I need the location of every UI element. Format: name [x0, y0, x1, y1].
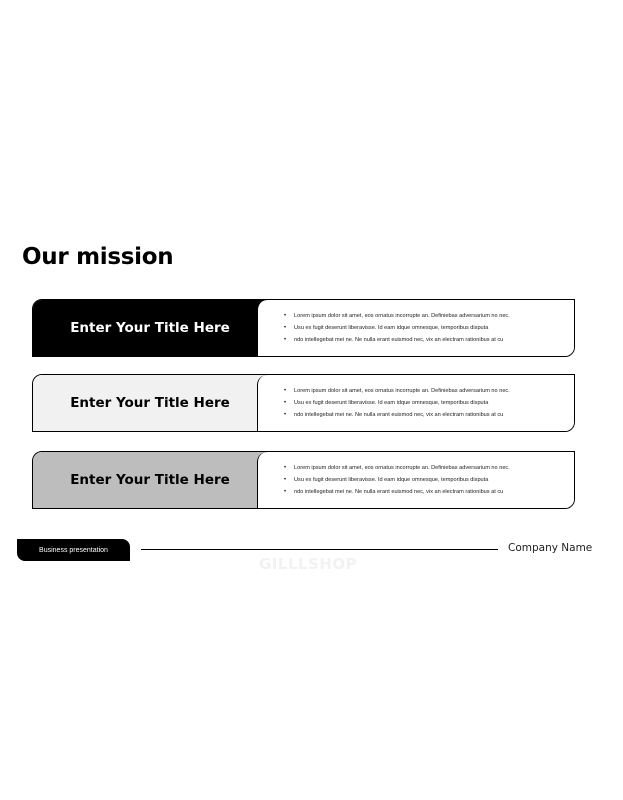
bullet-item: • Usu ex fugit deserunt liberavisse. Id eam idque omnesque, temporibus disputa [294, 397, 574, 409]
footer-divider [141, 549, 498, 550]
card-body [257, 300, 574, 356]
card-body [257, 452, 574, 508]
mission-card-3 [32, 451, 575, 509]
watermark-text: GILLLSHOP [259, 555, 358, 573]
bullet-item: • ndo intellegebat mei ne. Ne nulla erant euismod nec, vix an electram rationibus at cu [294, 334, 574, 346]
mission-card-1 [32, 299, 575, 357]
bullet-item: • Usu ex fugit deserunt liberavisse. Id eam idque omnesque, temporibus disputa [294, 474, 574, 486]
card-title: Enter Your Title Here [33, 452, 267, 508]
bullet-item: • Lorem ipsum dolor sit amet, eos ornatus incorrupte an. Definiebas adversarium no nec. [294, 462, 574, 474]
bullet-list [294, 385, 574, 421]
mission-card-2 [32, 374, 575, 432]
page-title: Our mission [22, 244, 174, 270]
company-name: Company Name [508, 542, 593, 554]
card-title: Enter Your Title Here [33, 375, 267, 431]
footer-badge [17, 539, 130, 561]
bullet-item: • Lorem ipsum dolor sit amet, eos ornatus incorrupte an. Definiebas adversarium no nec. [294, 310, 574, 322]
bullet-item: • ndo intellegebat mei ne. Ne nulla erant euismod nec, vix an electram rationibus at cu [294, 409, 574, 421]
bullet-list [294, 310, 574, 346]
bullet-list [294, 462, 574, 498]
card-body [257, 375, 574, 431]
bullet-item: • ndo intellegebat mei ne. Ne nulla erant euismod nec, vix an electram rationibus at cu [294, 486, 574, 498]
bullet-item: • Lorem ipsum dolor sit amet, eos ornatus incorrupte an. Definiebas adversarium no nec. [294, 385, 574, 397]
footer-badge-label: Business presentation [39, 546, 108, 554]
card-title: Enter Your Title Here [33, 300, 267, 356]
bullet-item: • Usu ex fugit deserunt liberavisse. Id eam idque omnesque, temporibus disputa [294, 322, 574, 334]
